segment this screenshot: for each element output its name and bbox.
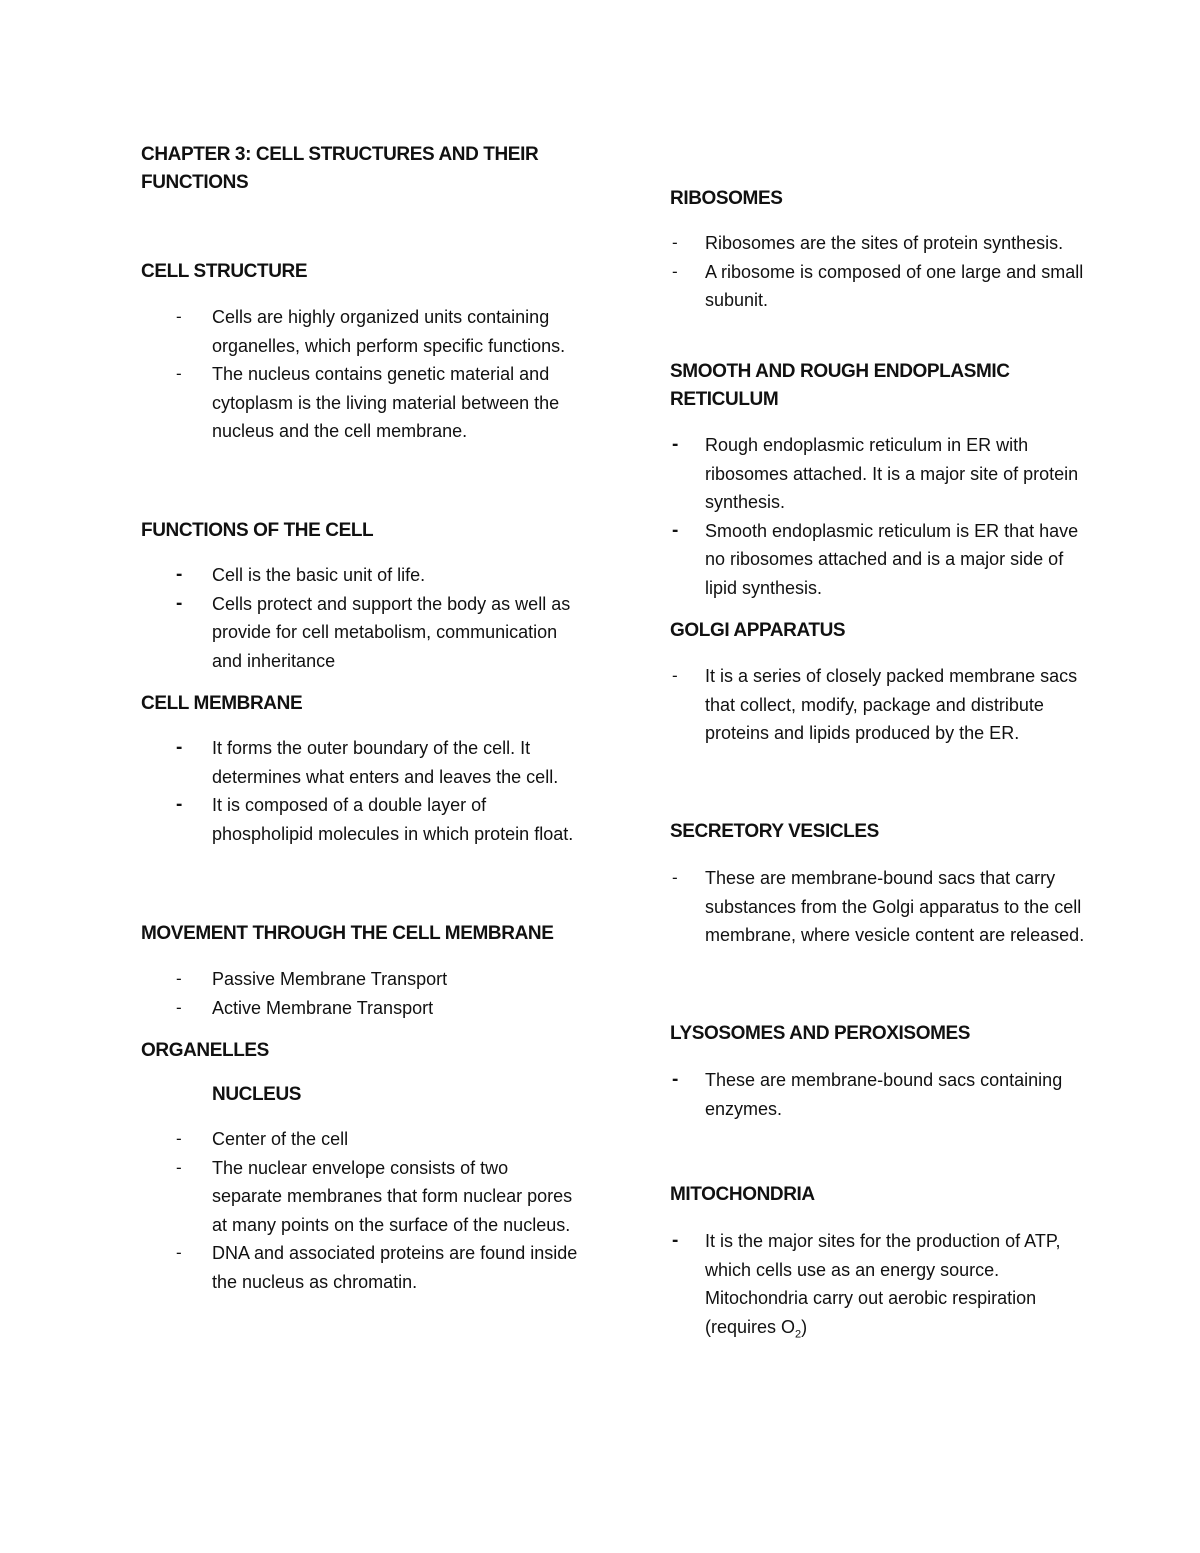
dash-bullet: - — [672, 233, 678, 252]
list-item: - It is a series of closely packed membrane sacs that collect, modify, package and distribute proteins and lipids produced by the ER. — [670, 662, 1090, 748]
heading-ribosomes: RIBOSOMES — [670, 188, 783, 209]
list-mitochondria — [670, 1227, 1090, 1349]
list-item: - A ribosome is composed of one large and small subunit. — [670, 258, 1090, 315]
list-item: - It is composed of a double layer of phospholipid molecules in which protein float. — [141, 791, 581, 848]
list-item: - Passive Membrane Transport — [141, 965, 447, 994]
list-item: - These are membrane-bound sacs that carry substances from the Golgi apparatus to the cell membrane, where vesicle content are released. — [670, 864, 1090, 950]
dash-bullet: - — [176, 997, 182, 1017]
heading-er-line1: SMOOTH AND ROUGH ENDOPLASMIC — [670, 361, 1010, 382]
dash-bullet: - — [176, 737, 183, 758]
heading-golgi: GOLGI APPARATUS — [670, 620, 846, 641]
list-item: - It forms the outer boundary of the cell. It determines what enters and leaves the cell. — [141, 734, 581, 791]
dash-bullet: - — [672, 666, 678, 685]
list-ribosomes — [670, 229, 1090, 315]
list-item: - The nucleus contains genetic material and cytoplasm is the living material between the nucleus and the cell membrane. — [141, 360, 581, 446]
heading-er-line2: RETICULUM — [670, 389, 779, 410]
list-item: - Active Membrane Transport — [141, 994, 447, 1023]
dash-bullet: - — [672, 1230, 679, 1251]
page-title: CHAPTER 3: CELL STRUCTURES AND THEIR FUNCTIONS — [141, 144, 539, 193]
list-lysosomes — [670, 1066, 1090, 1123]
list-item: - Cell is the basic unit of life. — [141, 561, 581, 590]
dash-bullet: - — [176, 564, 183, 585]
dash-bullet: - — [672, 868, 678, 887]
list-item: - DNA and associated proteins are found inside the nucleus as chromatin. — [141, 1239, 581, 1296]
list-item: - Rough endoplasmic reticulum in ER with ribosomes attached. It is a major site of protein synthesis. — [670, 431, 1090, 517]
mitochondria-text: It is the major sites for the production of ATP, which cells use as an energy source. Mitochondria carry out aerobic respiration (requires O — [705, 1231, 1061, 1337]
heading-cell-structure: CELL STRUCTURE — [141, 261, 308, 282]
heading-functions: FUNCTIONS OF THE CELL — [141, 520, 374, 541]
dash-bullet: - — [176, 1157, 182, 1177]
heading-mitochondria: MITOCHONDRIA — [670, 1184, 815, 1205]
list-item: - Smooth endoplasmic reticulum is ER that have no ribosomes attached and is a major side of lipid synthesis. — [670, 517, 1090, 603]
dash-bullet: - — [176, 1129, 182, 1148]
dash-bullet: - — [672, 261, 678, 281]
subheading-nucleus: NUCLEUS — [212, 1084, 302, 1105]
dash-bullet: - — [176, 592, 183, 614]
list-item: - These are membrane-bound sacs containing enzymes. — [670, 1066, 1090, 1123]
heading-cell-membrane: CELL MEMBRANE — [141, 693, 303, 714]
list-item — [670, 1227, 1090, 1349]
dash-bullet: - — [672, 1069, 679, 1090]
list-item: - Cells protect and support the body as well as provide for cell metabolism, communication and inheritance — [141, 590, 581, 676]
heading-lysosomes: LYSOSOMES AND PEROXISOMES — [670, 1023, 971, 1044]
list-cell-structure — [141, 303, 581, 446]
list-golgi — [670, 662, 1090, 748]
list-cell-membrane — [141, 734, 581, 848]
dash-bullet: - — [176, 307, 182, 326]
list-item: - Cells are highly organized units containing organelles, which perform specific functions. — [141, 303, 581, 360]
list-item: - Center of the cell — [141, 1125, 581, 1154]
list-nucleus — [141, 1125, 581, 1296]
closing-paren: ) — [801, 1316, 808, 1337]
dash-bullet: - — [176, 794, 183, 815]
dash-bullet: - — [672, 434, 679, 455]
list-secretory — [670, 864, 1090, 950]
oxygen-subscript: 2 — [795, 1328, 802, 1341]
heading-organelles: ORGANELLES — [141, 1040, 269, 1061]
list-er — [670, 431, 1090, 602]
list-item: - The nuclear envelope consists of two separate membranes that form nuclear pores at many points on the surface of the nucleus. — [141, 1154, 581, 1240]
list-functions — [141, 561, 581, 675]
list-item: - Ribosomes are the sites of protein synthesis. — [670, 229, 1090, 258]
dash-bullet: - — [176, 1243, 182, 1262]
heading-movement: MOVEMENT THROUGH THE CELL MEMBRANE — [141, 923, 554, 944]
dash-bullet: - — [176, 969, 182, 988]
heading-secretory: SECRETORY VESICLES — [670, 821, 879, 842]
list-movement — [141, 965, 447, 1022]
dash-bullet: - — [176, 364, 182, 383]
dash-bullet: - — [672, 519, 679, 541]
